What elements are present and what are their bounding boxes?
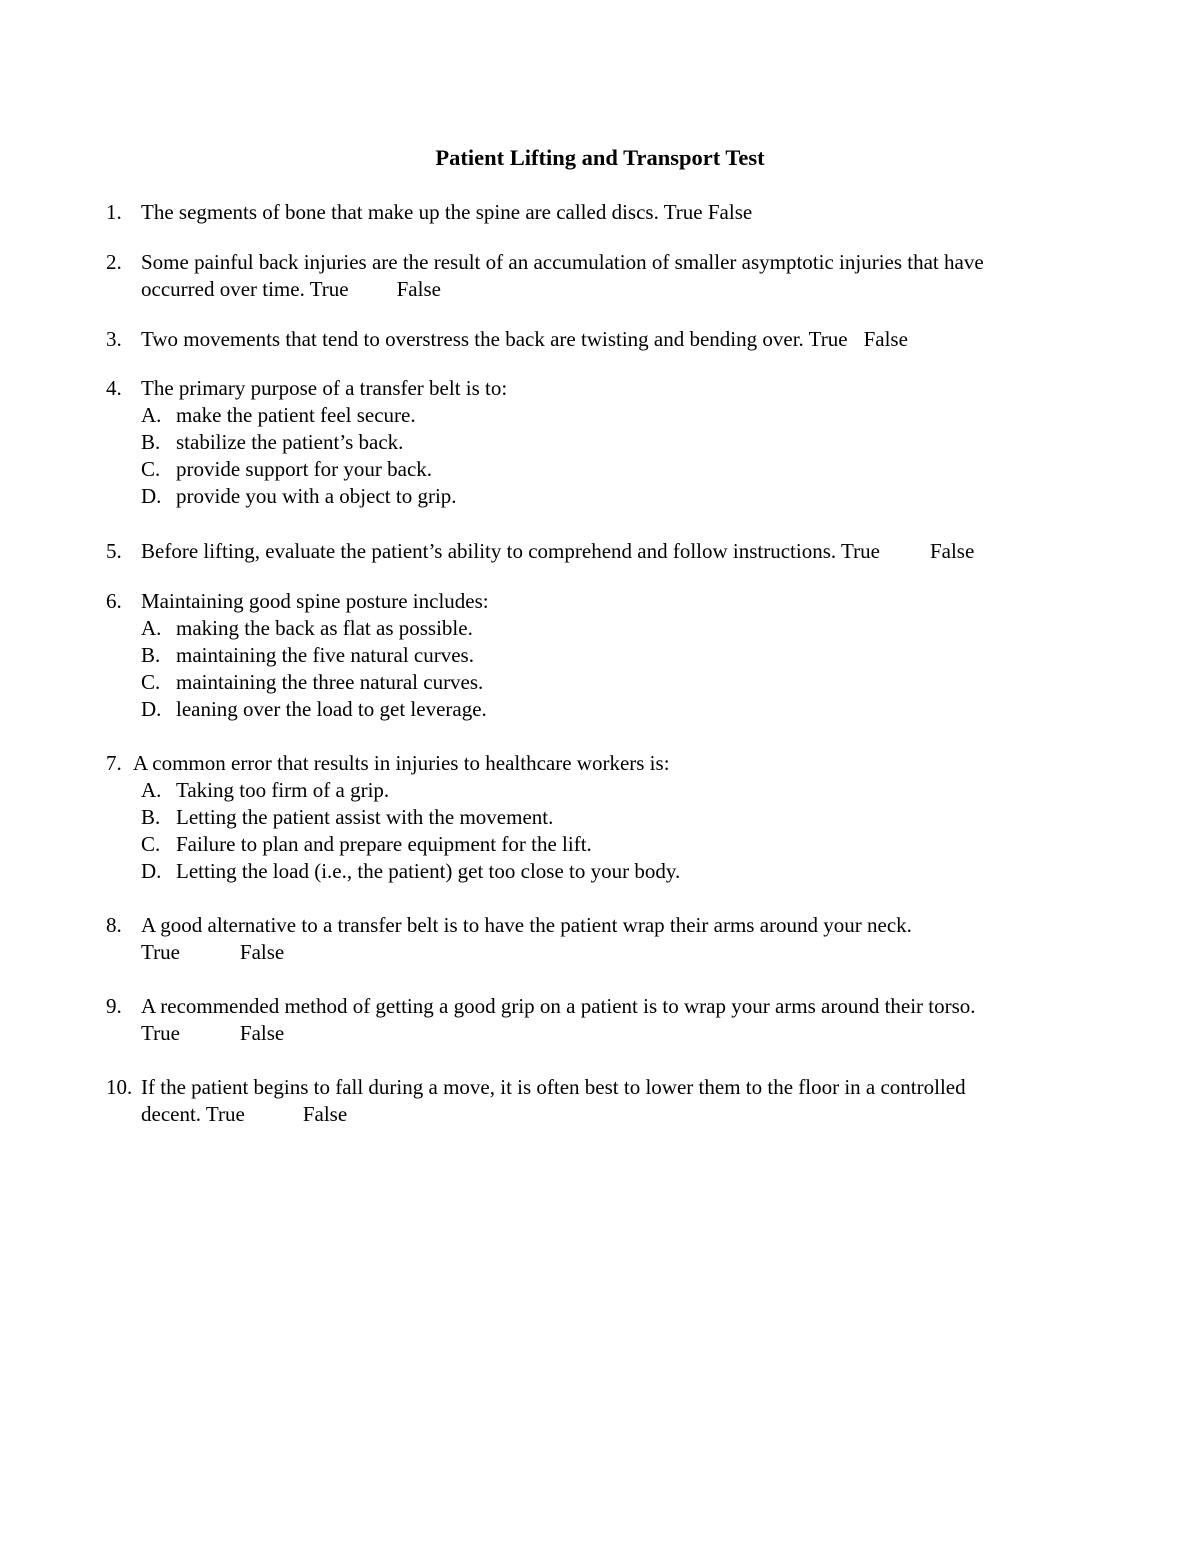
option-text: Letting the load (i.e., the patient) get too close to your body. (176, 859, 681, 883)
answer-options (141, 615, 1106, 723)
question-number: 1. (106, 200, 122, 224)
false-option: False (239, 940, 285, 964)
question-text: A common error that results in injuries to healthcare workers is: (133, 751, 670, 775)
option-letter: B. (141, 643, 161, 667)
option-text: Taking too firm of a grip. (176, 778, 390, 802)
option-letter: A. (141, 616, 162, 640)
true-option: True (309, 277, 349, 301)
option-letter: D. (141, 484, 162, 508)
question-4 (106, 375, 1106, 510)
question-text: Before lifting, evaluate the patient’s ability to comprehend and follow instructions. (141, 539, 837, 563)
option-text: stabilize the patient’s back. (176, 430, 404, 454)
question-1 (106, 199, 1106, 226)
answer-option (141, 429, 1106, 456)
question-number: 4. (106, 376, 122, 400)
option-text: Failure to plan and prepare equipment for the lift. (176, 832, 592, 856)
option-letter: A. (141, 403, 162, 427)
question-text: Maintaining good spine posture includes: (141, 589, 489, 613)
question-number: 5. (106, 539, 122, 563)
answer-option (141, 402, 1106, 429)
option-text: provide you with a object to grip. (176, 484, 457, 508)
question-number: 7. (106, 751, 122, 775)
answer-option (141, 669, 1106, 696)
question-text: If the patient begins to fall during a move, it is often best to lower them to the floor in a controlled (141, 1075, 966, 1099)
question-8 (106, 912, 1106, 966)
page-title: Patient Lifting and Transport Test (435, 145, 765, 170)
answer-option (141, 804, 1106, 831)
true-option: True (141, 1021, 180, 1045)
question-text: The primary purpose of a transfer belt is to: (141, 376, 508, 400)
false-option: False (396, 277, 441, 301)
false-option: False (707, 200, 753, 224)
question-2 (106, 249, 1106, 303)
option-text: leaning over the load to get leverage. (176, 697, 487, 721)
answer-option (141, 642, 1106, 669)
answer-option (141, 696, 1106, 723)
true-option: True (841, 539, 880, 563)
false-option: False (863, 327, 908, 351)
option-text: maintaining the three natural curves. (176, 670, 484, 694)
question-number: 3. (106, 327, 122, 351)
option-letter: D. (141, 859, 162, 883)
answer-options (141, 402, 1106, 510)
question-number: 8. (106, 913, 122, 937)
answer-option (141, 831, 1106, 858)
answer-option (141, 456, 1106, 483)
answer-option (141, 858, 1106, 885)
option-letter: C. (141, 670, 161, 694)
true-option: True (808, 327, 848, 351)
question-text: Some painful back injuries are the result of an accumulation of smaller asymptotic injuries that have (141, 250, 984, 274)
question-text: Two movements that tend to overstress the back are twisting and bending over. (141, 327, 804, 351)
answer-options (141, 777, 1106, 885)
option-text: maintaining the five natural curves. (176, 643, 474, 667)
true-option: True (663, 200, 703, 224)
question-number: 2. (106, 250, 122, 274)
option-letter: C. (141, 457, 161, 481)
question-text: The segments of bone that make up the spine are called discs. (141, 200, 659, 224)
question-10 (106, 1074, 1106, 1128)
question-6 (106, 588, 1106, 723)
question-9 (106, 993, 1106, 1047)
question-number: 6. (106, 589, 122, 613)
option-letter: B. (141, 805, 161, 829)
option-text: provide support for your back. (176, 457, 433, 481)
question-5 (106, 538, 1106, 565)
false-option: False (302, 1102, 348, 1126)
option-text: Letting the patient assist with the movement. (176, 805, 554, 829)
option-text: make the patient feel secure. (176, 403, 416, 427)
question-text: A good alternative to a transfer belt is to have the patient wrap their arms around your neck. (141, 913, 912, 937)
question-text: A recommended method of getting a good grip on a patient is to wrap your arms around their torso. (141, 994, 976, 1018)
option-letter: C. (141, 832, 161, 856)
answer-option (141, 777, 1106, 804)
question-text-continued: occurred over time. (141, 277, 305, 301)
question-text-continued: decent. (141, 1102, 202, 1126)
question-3 (106, 326, 1106, 353)
question-number: 9. (106, 994, 122, 1018)
option-letter: A. (141, 778, 162, 802)
false-option: False (239, 1021, 285, 1045)
option-letter: B. (141, 430, 161, 454)
true-option: True (205, 1102, 245, 1126)
question-number: 10. (106, 1075, 133, 1099)
question-7 (106, 750, 1106, 885)
true-option: True (141, 940, 180, 964)
option-text: making the back as flat as possible. (176, 616, 473, 640)
answer-option (141, 615, 1106, 642)
option-letter: D. (141, 697, 162, 721)
false-option: False (929, 539, 975, 563)
answer-option (141, 483, 1106, 510)
